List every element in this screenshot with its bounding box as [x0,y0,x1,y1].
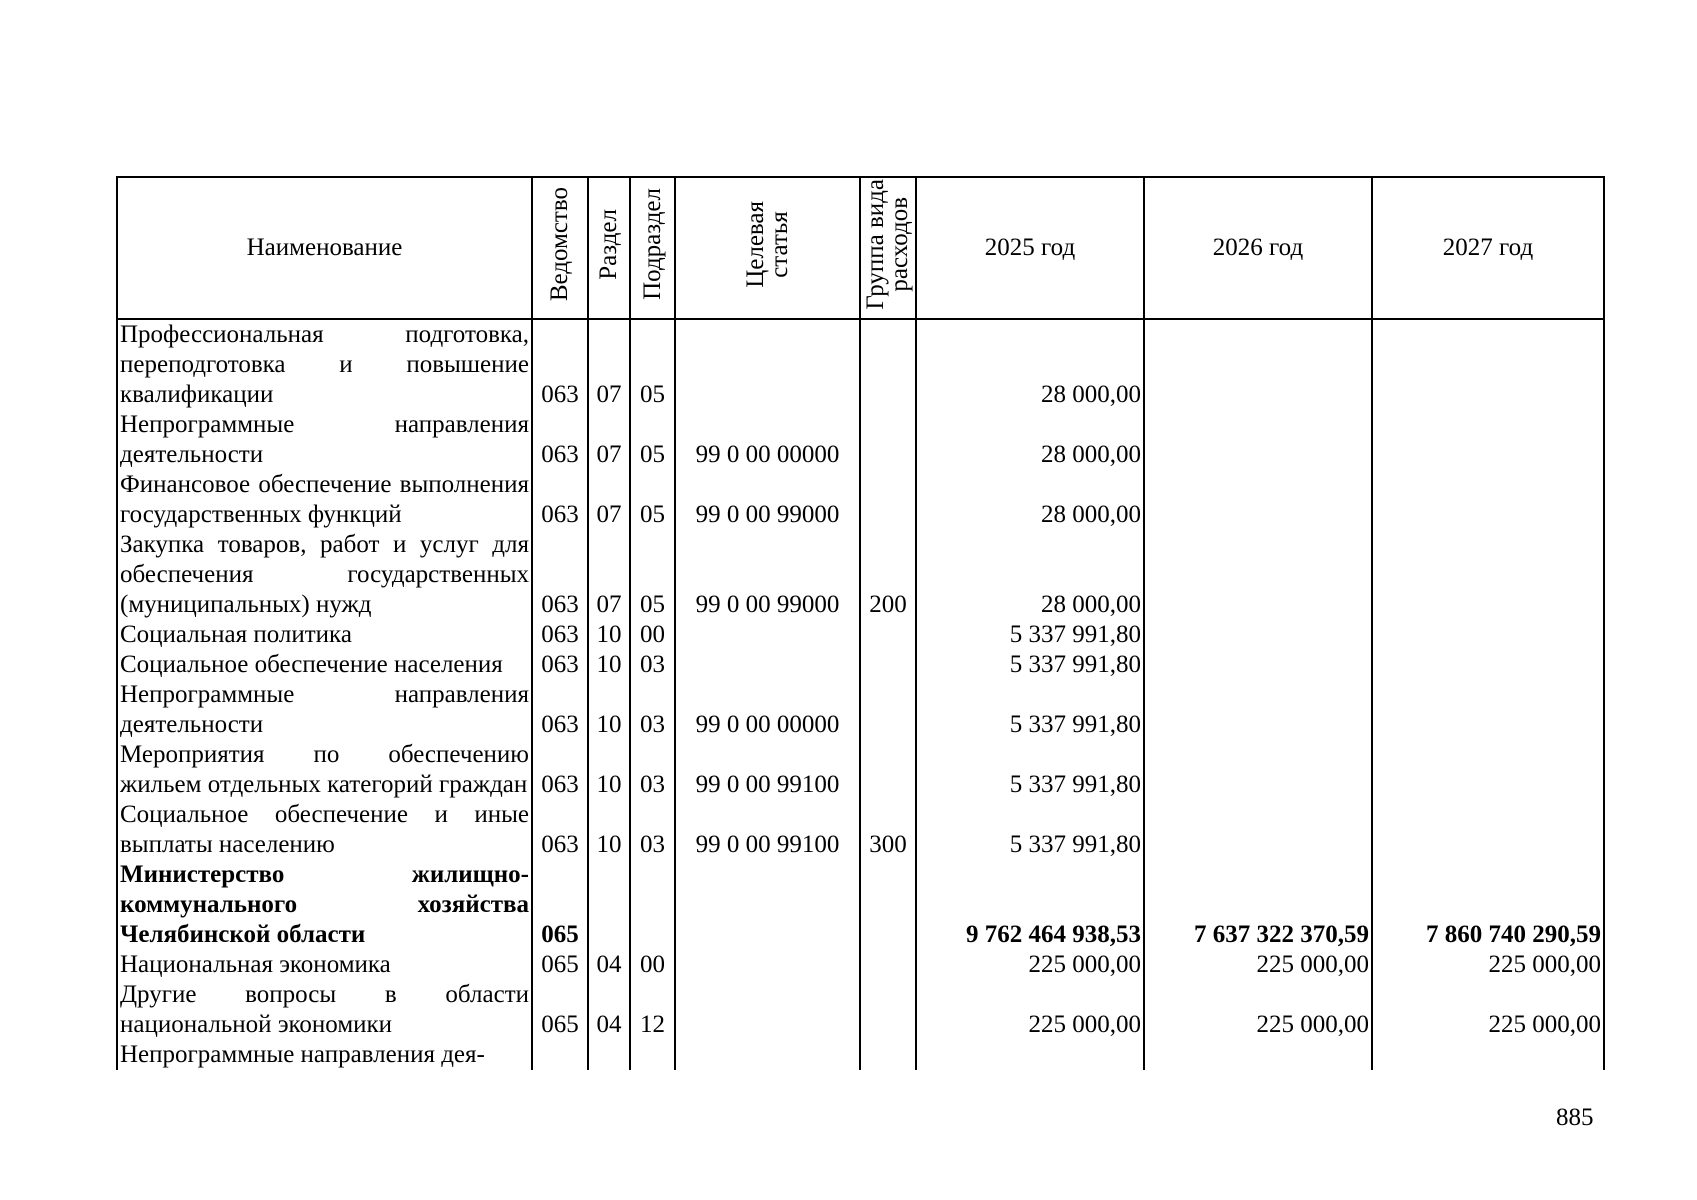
table-row [117,1040,1604,1070]
cell-amount-2027 [1372,470,1604,530]
table-row [117,800,1604,860]
header-target-article: Целевая статья [675,177,860,319]
cell-vedomstvo: 063 [532,620,588,650]
cell-amount-2026 [1144,620,1372,650]
cell-amount-2026 [1144,650,1372,680]
cell-razdel: 07 [588,410,630,470]
table-row [117,740,1604,800]
cell-target-article: 99 0 00 99100 [675,800,860,860]
cell-expense-group [860,470,916,530]
cell-amount-2025 [916,1040,1144,1070]
cell-expense-group [860,680,916,740]
table-row [117,410,1604,470]
cell-amount-2027 [1372,650,1604,680]
cell-amount-2026 [1144,530,1372,620]
cell-target-article: 99 0 00 99000 [675,530,860,620]
table-header-row [117,177,1604,319]
cell-podrazdel: 12 [630,980,675,1040]
cell-razdel: 10 [588,800,630,860]
cell-podrazdel: 00 [630,620,675,650]
cell-amount-2026: 225 000,00 [1144,980,1372,1040]
cell-podrazdel: 05 [630,530,675,620]
cell-name: Мероприятия по обеспечению жильем отдельных категорий граждан [117,740,532,800]
table-row [117,620,1604,650]
table-row [117,980,1604,1040]
cell-target-article: 99 0 00 99100 [675,740,860,800]
cell-podrazdel: 03 [630,740,675,800]
cell-razdel: 07 [588,530,630,620]
cell-expense-group [860,950,916,980]
cell-vedomstvo: 063 [532,530,588,620]
cell-amount-2027 [1372,1040,1604,1070]
cell-amount-2025: 5 337 991,80 [916,740,1144,800]
cell-amount-2027 [1372,410,1604,470]
cell-amount-2025: 9 762 464 938,53 [916,860,1144,950]
table-row [117,470,1604,530]
cell-target-article [675,950,860,980]
cell-razdel: 10 [588,620,630,650]
cell-target-article [675,980,860,1040]
cell-vedomstvo [532,1040,588,1070]
table-row [117,530,1604,620]
cell-podrazdel: 05 [630,470,675,530]
table-row-ministry [117,860,1604,950]
cell-amount-2027 [1372,800,1604,860]
table-row [117,950,1604,980]
cell-name: Другие вопросы в области национальной экономики [117,980,532,1040]
cell-name: Финансовое обеспечение выполнения государственных функций [117,470,532,530]
cell-amount-2026: 7 637 322 370,59 [1144,860,1372,950]
cell-expense-group [860,1040,916,1070]
cell-target-article [675,650,860,680]
cell-razdel: 10 [588,740,630,800]
cell-expense-group [860,410,916,470]
cell-target-article [675,860,860,950]
cell-razdel: 04 [588,980,630,1040]
cell-vedomstvo: 063 [532,800,588,860]
cell-vedomstvo: 063 [532,680,588,740]
cell-expense-group [860,860,916,950]
cell-podrazdel: 03 [630,680,675,740]
cell-vedomstvo: 063 [532,470,588,530]
cell-podrazdel [630,860,675,950]
cell-razdel: 07 [588,319,630,410]
cell-vedomstvo: 065 [532,860,588,950]
cell-razdel: 07 [588,470,630,530]
cell-amount-2027 [1372,530,1604,620]
cell-name: Непрограммные направления деятельности [117,410,532,470]
cell-vedomstvo: 063 [532,740,588,800]
cell-amount-2027: 7 860 740 290,59 [1372,860,1604,950]
cell-razdel: 04 [588,950,630,980]
page-number: 885 [1556,1104,1594,1131]
budget-table [116,176,1605,1070]
cell-expense-group: 300 [860,800,916,860]
cell-name: Непрограммные направления дея- [117,1040,532,1070]
cell-amount-2026 [1144,319,1372,410]
cell-vedomstvo: 065 [532,950,588,980]
header-expense-group: Группа вида расходов [860,177,916,319]
header-year-2026: 2026 год [1144,177,1372,319]
cell-podrazdel: 05 [630,410,675,470]
cell-amount-2026 [1144,1040,1372,1070]
cell-razdel: 10 [588,650,630,680]
cell-amount-2025: 225 000,00 [916,950,1144,980]
cell-target-article: 99 0 00 00000 [675,410,860,470]
cell-vedomstvo: 063 [532,319,588,410]
header-year-2025: 2025 год [916,177,1144,319]
cell-target-article [675,319,860,410]
header-year-2027: 2027 год [1372,177,1604,319]
cell-name: Профессиональная подготовка, переподготовка и повышение квалификации [117,319,532,410]
cell-name: Социальное обеспечение населения [117,650,532,680]
cell-expense-group [860,650,916,680]
cell-amount-2025: 28 000,00 [916,530,1144,620]
cell-amount-2026 [1144,470,1372,530]
cell-amount-2027 [1372,319,1604,410]
cell-amount-2026: 225 000,00 [1144,950,1372,980]
cell-razdel [588,1040,630,1070]
cell-podrazdel [630,1040,675,1070]
cell-target-article: 99 0 00 00000 [675,680,860,740]
cell-name: Закупка товаров, работ и услуг для обеспечения государственных (муниципальных) нужд [117,530,532,620]
cell-name: Национальная экономика [117,950,532,980]
cell-amount-2025: 5 337 991,80 [916,680,1144,740]
cell-vedomstvo: 063 [532,650,588,680]
cell-amount-2027 [1372,740,1604,800]
cell-amount-2025: 225 000,00 [916,980,1144,1040]
cell-amount-2025: 28 000,00 [916,410,1144,470]
cell-vedomstvo: 065 [532,980,588,1040]
cell-podrazdel: 03 [630,800,675,860]
cell-target-article: 99 0 00 99000 [675,470,860,530]
cell-podrazdel: 03 [630,650,675,680]
cell-target-article [675,620,860,650]
header-razdel: Раздел [588,177,630,319]
cell-razdel [588,860,630,950]
cell-expense-group: 200 [860,530,916,620]
cell-expense-group [860,319,916,410]
cell-amount-2027: 225 000,00 [1372,950,1604,980]
cell-amount-2026 [1144,680,1372,740]
cell-expense-group [860,620,916,650]
header-vedomstvo: Ведомство [532,177,588,319]
cell-podrazdel: 05 [630,319,675,410]
cell-amount-2026 [1144,740,1372,800]
cell-podrazdel: 00 [630,950,675,980]
table-row [117,319,1604,410]
cell-name: Социальное обеспечение и иные выплаты населению [117,800,532,860]
cell-amount-2025: 28 000,00 [916,319,1144,410]
cell-target-article [675,1040,860,1070]
header-name: Наименование [117,177,532,319]
cell-amount-2027 [1372,680,1604,740]
cell-name: Непрограммные направления деятельности [117,680,532,740]
cell-amount-2027: 225 000,00 [1372,980,1604,1040]
cell-amount-2027 [1372,620,1604,650]
cell-vedomstvo: 063 [532,410,588,470]
table-row [117,680,1604,740]
cell-razdel: 10 [588,680,630,740]
cell-amount-2025: 28 000,00 [916,470,1144,530]
cell-name: Министерство жилищно-коммунального хозяйства Челябинской области [117,860,532,950]
cell-amount-2026 [1144,800,1372,860]
cell-amount-2025: 5 337 991,80 [916,620,1144,650]
header-podrazdel: Подраздел [630,177,675,319]
cell-amount-2025: 5 337 991,80 [916,800,1144,860]
cell-expense-group [860,740,916,800]
cell-name: Социальная политика [117,620,532,650]
table-row [117,650,1604,680]
cell-expense-group [860,980,916,1040]
cell-amount-2025: 5 337 991,80 [916,650,1144,680]
cell-amount-2026 [1144,410,1372,470]
